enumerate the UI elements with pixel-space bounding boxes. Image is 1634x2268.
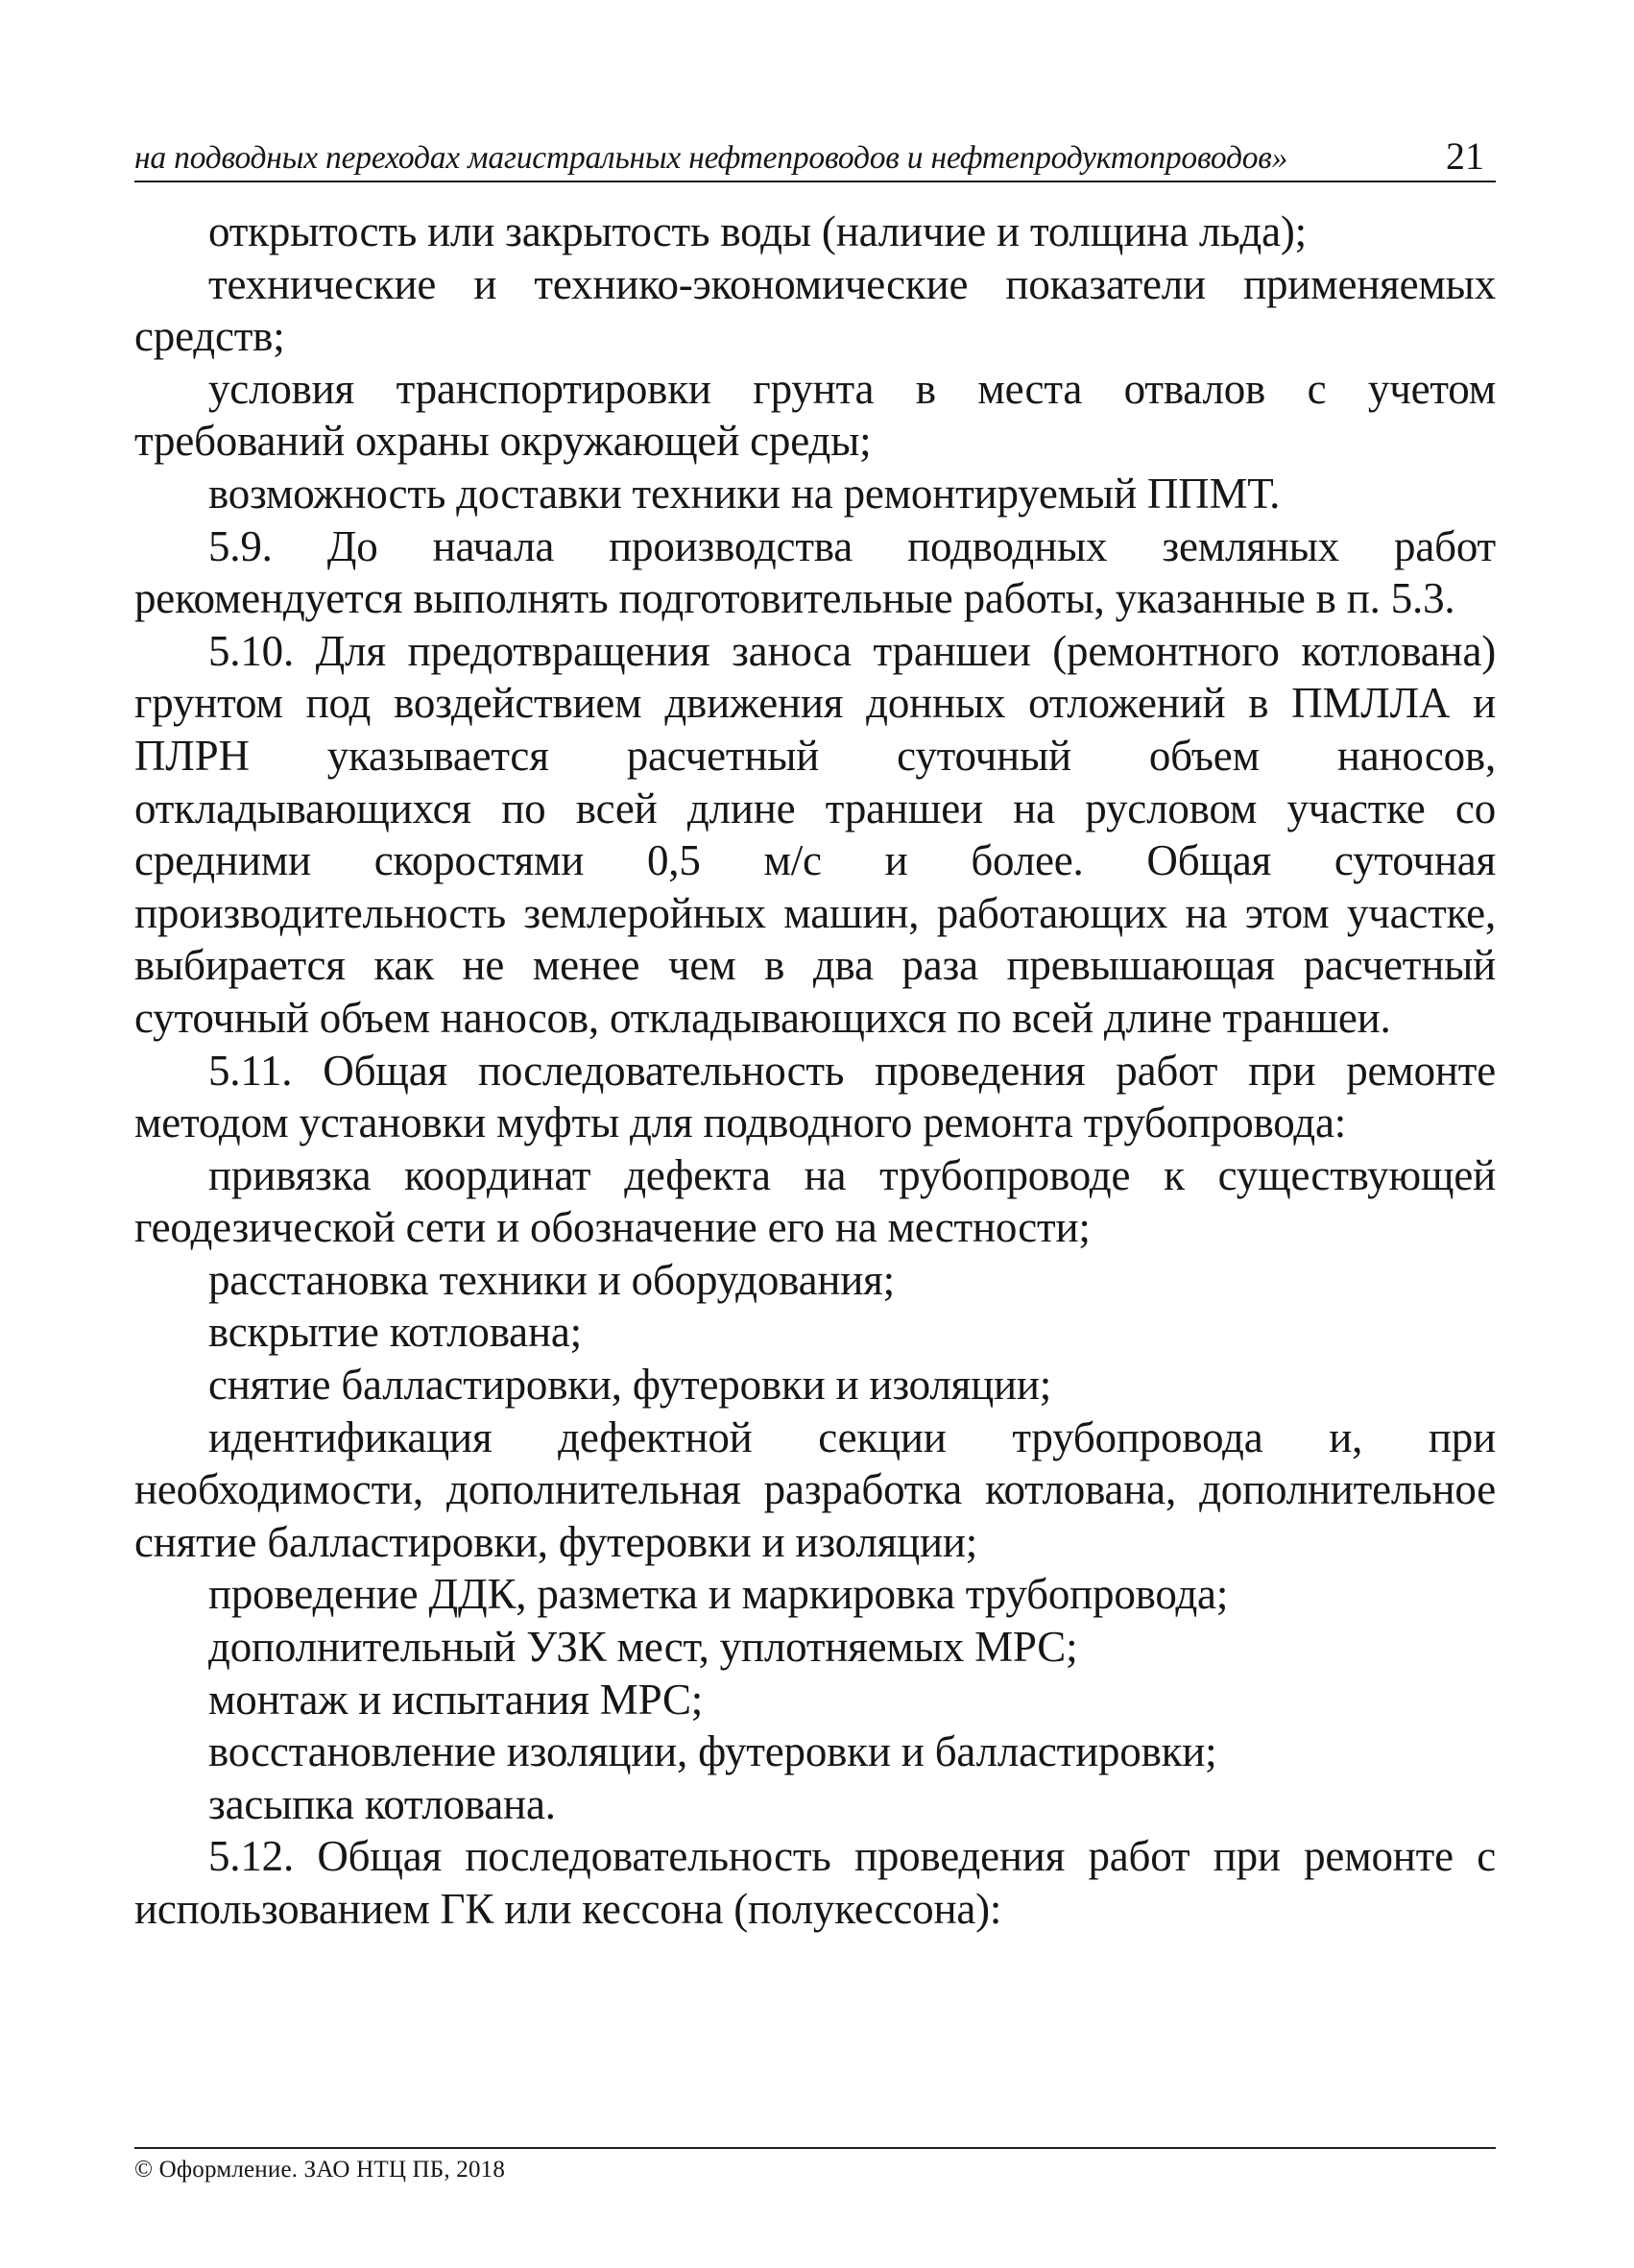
page-number: 21 (1446, 134, 1484, 178)
running-title: на подводных переходах магистральных нефтепроводов и нефтепродуктопроводов» (134, 140, 1288, 176)
clause-5-10: 5.10. Для предотвращения заноса траншеи (ремонтного котлована) грунтом под воздействием движения донных отложений в ПМЛЛА и ПЛРН указывается расчетный суточный объем наносов, откладывающихся по всей длине траншеи на русловом участке со средними скоростями 0,5 м/с и более. Общая суточная производительность землеройных машин, работающих на этом участке, выбирается как не менее чем в два раза превышающая расчетный суточный объем наносов, откладывающихся по всей длине траншеи. (134, 626, 1496, 1042)
list-item: технические и технико-экономические показатели применяемых средств; (134, 259, 1496, 361)
list-item: идентификация дефектной секции трубопровода и, при необходимости, дополнительная разработка котлована, дополнительное снятие балластировки, футеровки и изоляции; (134, 1412, 1496, 1566)
list-item: засыпка котлована. (208, 1779, 556, 1828)
list-item: расстановка техники и оборудования; (208, 1255, 895, 1304)
body-text (134, 205, 1496, 1936)
list-item: условия транспортировки грунта в места отвалов с учетом требований охраны окружающей среды; (134, 364, 1496, 466)
list-item: дополнительный УЗК мест, уплотняемых МРС; (208, 1623, 1078, 1672)
list-item: снятие балластировки, футеровки и изоляции; (208, 1361, 1052, 1410)
list-item: привязка координат дефекта на трубопроводе к существующей геодезической сети и обозначение его на местности; (134, 1150, 1496, 1252)
running-header (134, 133, 1496, 182)
list-item: возможность доставки техники на ремонтируемый ППМТ. (208, 469, 1281, 518)
clause-5-11: 5.11. Общая последовательность проведения работ при ремонте методом установки муфты для подводного ремонта трубопровода: (134, 1046, 1496, 1147)
clause-5-9: 5.9. До начала производства подводных земляных работ рекомендуется выполнять подготовительные работы, указанные в п. 5.3. (134, 521, 1496, 623)
list-item: вскрытие котлована; (208, 1308, 582, 1357)
list-item: восстановление изоляции, футеровки и балластировки; (208, 1727, 1217, 1776)
clause-5-12: 5.12. Общая последовательность проведения работ при ремонте с использованием ГК или кессона (полукессона): (134, 1832, 1496, 1933)
list-item: монтаж и испытания МРС; (208, 1675, 704, 1724)
list-item: открытость или закрытость воды (наличие и толщина льда); (208, 207, 1307, 255)
footer-copyright: © Оформление. ЗАО НТЦ ПБ, 2018 (134, 2157, 506, 2183)
footer-divider (134, 2147, 1496, 2149)
list-item: проведение ДДК, разметка и маркировка трубопровода; (208, 1570, 1229, 1619)
